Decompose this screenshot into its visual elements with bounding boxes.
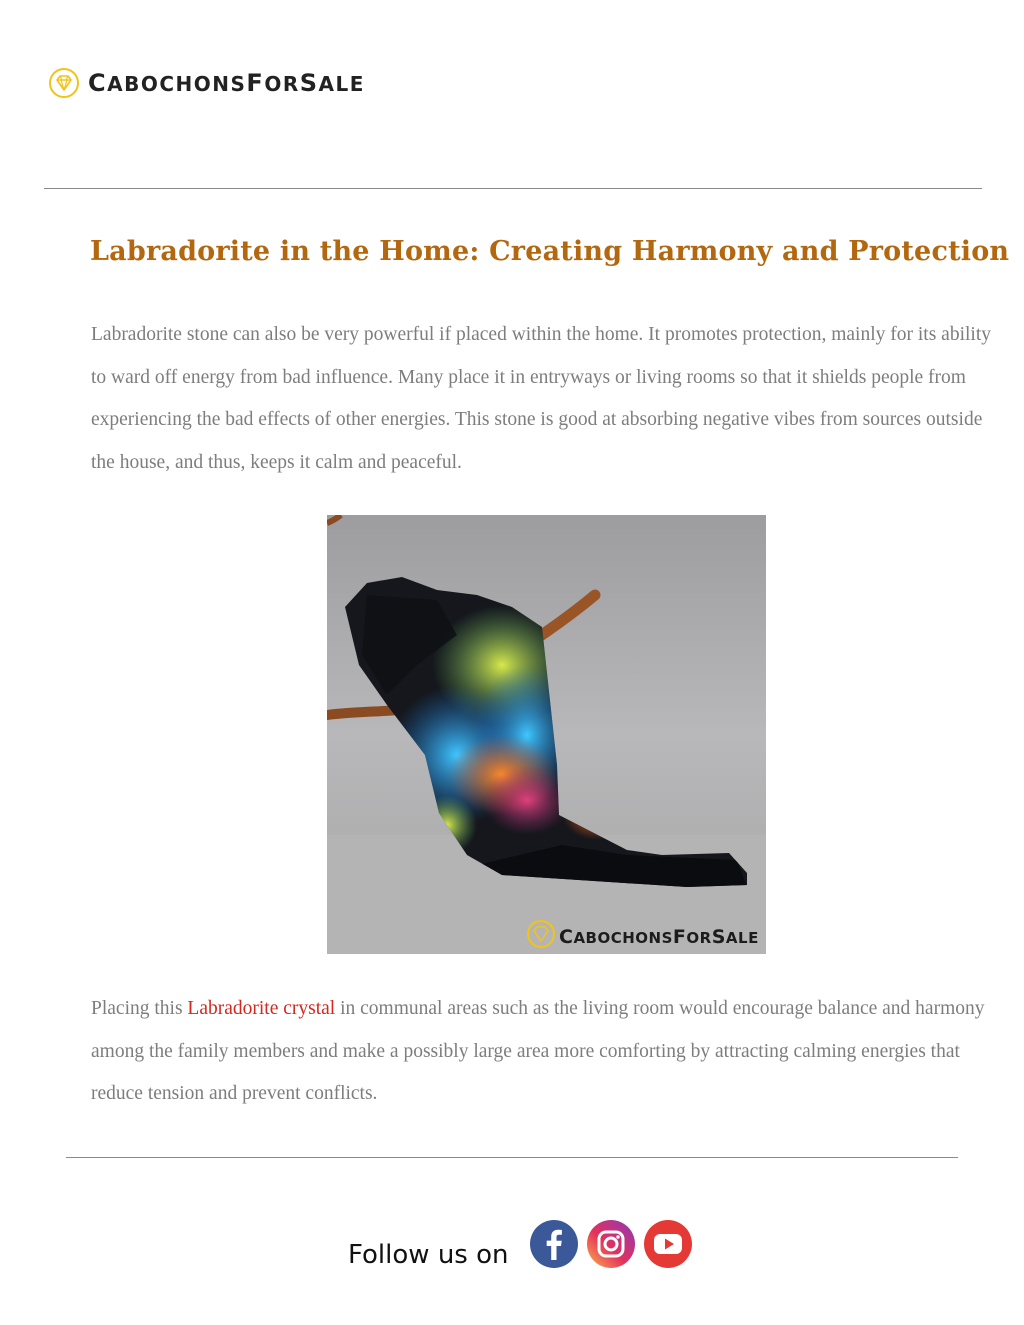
follow-us-label: Follow us on: [348, 1240, 509, 1270]
article-paragraph-2: [91, 988, 996, 1116]
gem-logo-icon: [48, 67, 80, 99]
paragraph-2-text-before: Placing this: [91, 998, 188, 1019]
instagram-icon[interactable]: [586, 1219, 636, 1269]
brand-name: CABOCHONSFORSALE: [88, 69, 365, 97]
paragraph-2-text-after: in communal areas such as the living room would encourage balance and harmony among the family members and make a possibly large area more comforting by attracting calming energies that reduce tension and prevent conflicts.: [91, 998, 985, 1104]
article-paragraph-1: Labradorite stone can also be very powerful if placed within the home. It promotes protection, mainly for its ability to ward off energy from bad influence. Many place it in entryways or living rooms so that it shields people from experiencing the bad effects of other energies. This stone is good at absorbing negative vibes from sources outside the house, and thus, keeps it calm and peaceful.: [91, 324, 991, 473]
labradorite-crystal-link[interactable]: Labradorite crystal: [187, 998, 336, 1019]
youtube-icon[interactable]: [643, 1219, 693, 1269]
header-divider: [44, 188, 982, 189]
footer-divider: [66, 1157, 958, 1158]
facebook-icon[interactable]: [529, 1219, 579, 1269]
article-title: Labradorite in the Home: Creating Harmony and Protection: [90, 236, 1010, 267]
labradorite-photo: [327, 515, 766, 954]
svg-text:CABOCHONSFORSALE: CABOCHONSFORSALE: [559, 926, 759, 948]
brand-logo[interactable]: [48, 65, 365, 101]
